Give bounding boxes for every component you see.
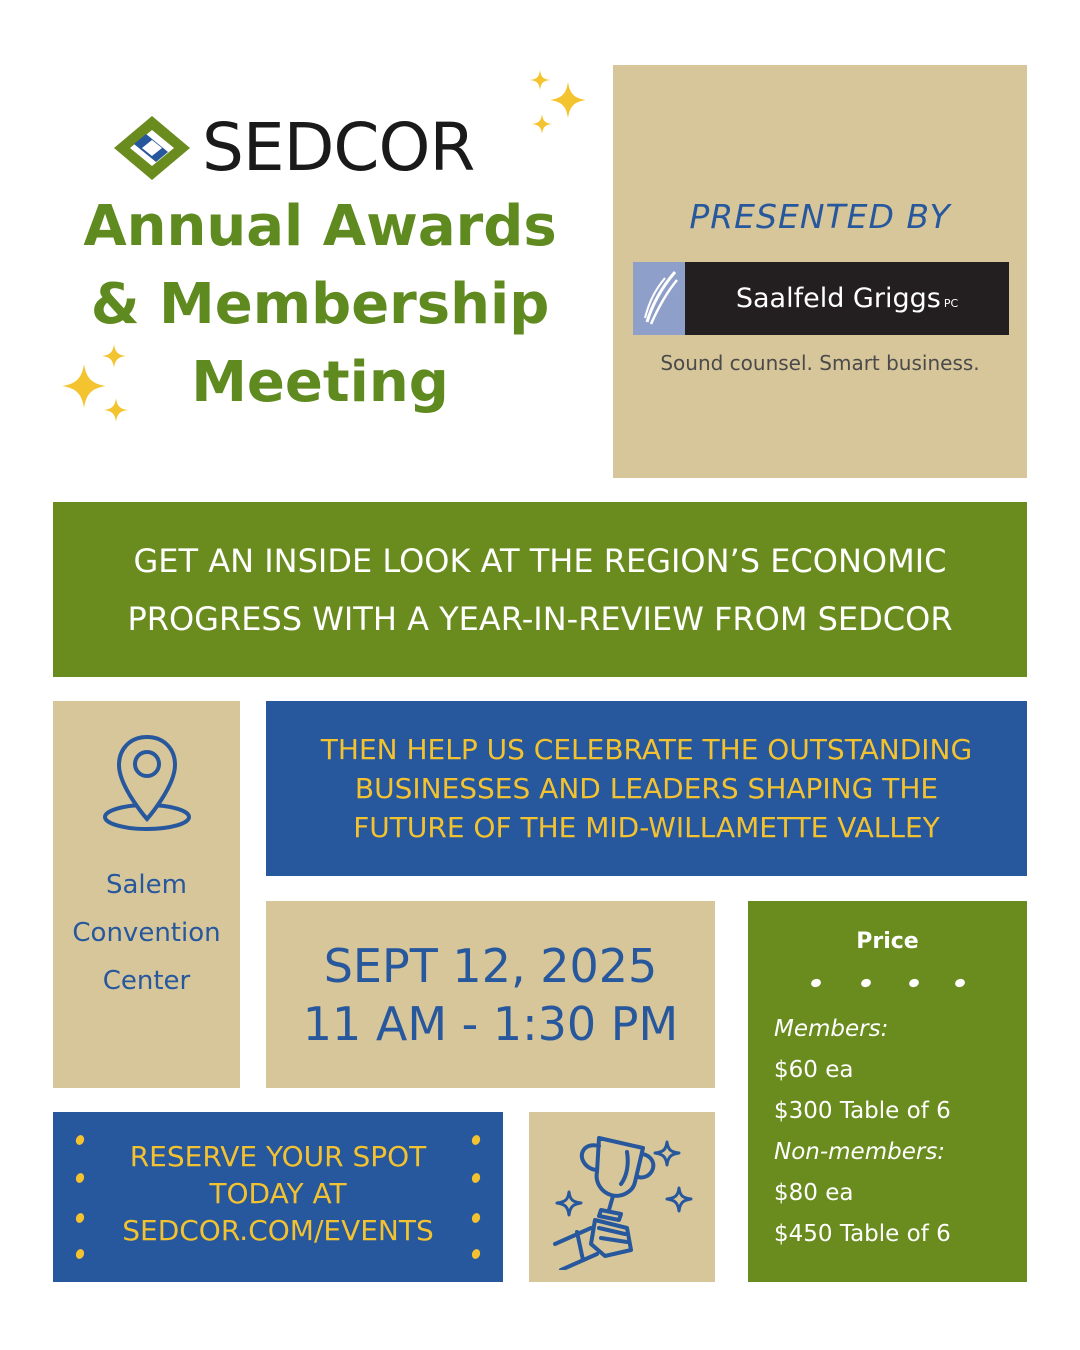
sedcor-logo	[106, 109, 526, 186]
price-item: $300 Table of 6	[774, 1098, 951, 1124]
sedcor-logo-mark-icon	[106, 112, 198, 184]
event-date: SEPT 12, 2025	[323, 938, 658, 993]
venue-name	[53, 861, 240, 1005]
title-line: Annual Awards	[83, 194, 557, 259]
price-heading: Price	[856, 929, 919, 954]
sponsor-tagline: Sound counsel. Smart business.	[660, 351, 980, 375]
map-pin-icon	[99, 731, 195, 835]
members-label: Members:	[774, 1016, 889, 1042]
reserve-panel	[53, 1112, 503, 1282]
feather-icon	[633, 262, 685, 335]
price-item: $80 ea	[774, 1180, 854, 1206]
presented-by-label: PRESENTED BY	[689, 197, 951, 236]
title-line: & Membership	[90, 272, 550, 337]
brand-name: SEDCOR	[202, 109, 475, 186]
venue-line: Convention	[72, 918, 221, 948]
sparkle-icon	[528, 68, 590, 138]
sponsor-name-wrap	[685, 262, 1009, 335]
celebrate-line: THEN HELP US CELEBRATE THE OUTSTANDING	[320, 733, 973, 766]
event-time: 11 AM - 1:30 PM	[302, 996, 679, 1051]
trophy-hand-icon	[547, 1124, 697, 1270]
sponsor-logo-bar	[685, 262, 1009, 335]
presented-by-panel	[613, 65, 1027, 478]
reserve-line: RESERVE YOUR SPOT	[129, 1140, 427, 1173]
event-title	[40, 188, 600, 422]
price-list	[774, 1009, 1024, 1255]
reserve-link[interactable]: SEDCOR.COM/EVENTS	[122, 1214, 434, 1247]
price-item: $60 ea	[774, 1057, 854, 1083]
title-line: Meeting	[191, 350, 449, 415]
celebrate-line: BUSINESSES AND LEADERS SHAPING THE	[354, 772, 939, 805]
trophy-panel	[529, 1112, 715, 1282]
intro-banner	[53, 502, 1027, 677]
sponsor-suffix: PC	[943, 297, 959, 310]
banner-line: PROGRESS WITH A YEAR-IN-REVIEW FROM SEDCOR	[127, 599, 953, 638]
sponsor-logo-mark	[633, 262, 685, 335]
nonmembers-label: Non-members:	[774, 1139, 946, 1165]
banner-line: GET AN INSIDE LOOK AT THE REGION’S ECONOMIC	[133, 541, 947, 580]
date-panel	[266, 901, 715, 1088]
price-panel	[748, 901, 1027, 1282]
celebrate-panel	[266, 701, 1027, 876]
reserve-text	[53, 1138, 503, 1249]
celebrate-line: FUTURE OF THE MID-WILLAMETTE VALLEY	[353, 811, 940, 844]
venue-line: Salem	[106, 870, 187, 900]
reserve-line: TODAY AT	[209, 1177, 347, 1210]
price-item: $450 Table of 6	[774, 1221, 951, 1247]
venue-line: Center	[102, 966, 191, 996]
dot-divider	[808, 977, 968, 989]
location-panel	[53, 701, 240, 1088]
sponsor-name: Saalfeld Griggs	[735, 283, 941, 314]
